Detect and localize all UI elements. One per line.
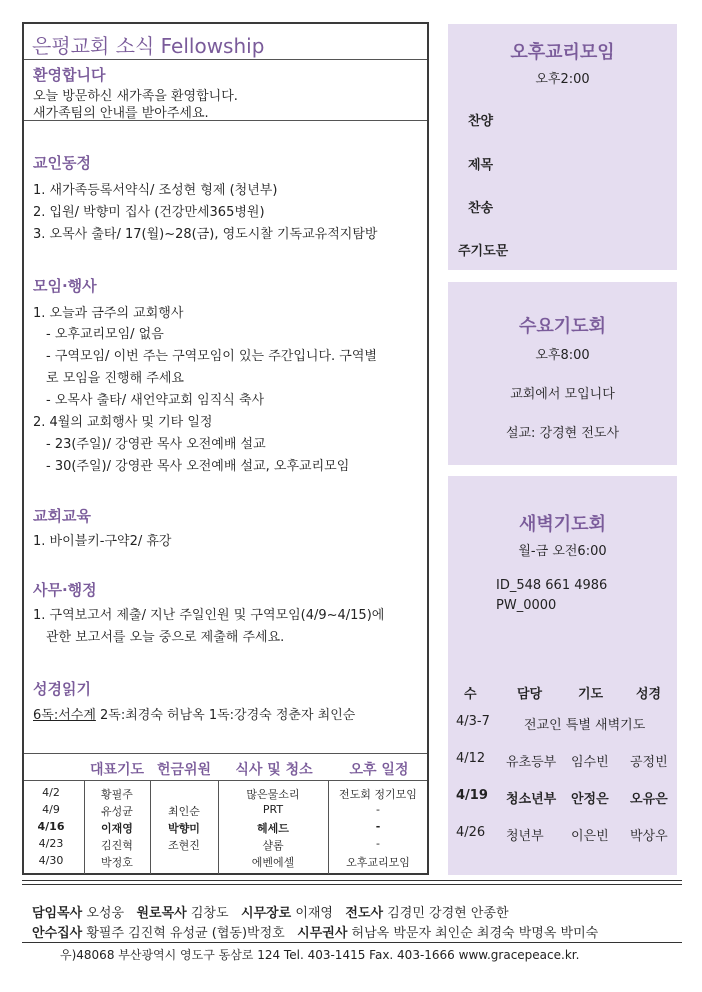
bible-reading-line (33, 704, 355, 723)
events-item: - 30(주일)/ 강영관 목사 오전예배 설교, 오후교리모임 (46, 459, 350, 474)
duty-cell-afternoon: - (375, 820, 381, 833)
dawn-prayer-title: 새벽기도회 (519, 514, 606, 535)
afternoon-meeting-box (448, 24, 677, 270)
dawn-cell-bible: 공정빈 (630, 755, 668, 770)
staff-label: 원로목사 (136, 906, 187, 921)
staff-label: 시무권사 (297, 926, 348, 941)
dawn-special-text: 전교인 특별 새벽기도 (524, 718, 646, 733)
footer-staff-row1 (32, 902, 509, 921)
staff-label: 전도사 (345, 906, 384, 921)
duty-cell-date: 4/9 (42, 803, 60, 816)
zoom-pw: PW_0000 (496, 598, 557, 613)
staff-label: 안수집사 (32, 926, 83, 941)
staff-names: 김창도 (190, 906, 229, 921)
dawn-prayer-time: 월-금 오전6:00 (518, 544, 607, 559)
duty-header: 대표기도 (89, 762, 145, 778)
staff-names: 허남옥 박문자 최인순 최경숙 박명옥 박미숙 (351, 926, 599, 941)
staff-names: 이재영 (295, 906, 333, 921)
staff-names: 오성웅 (86, 906, 125, 921)
duty-cell-prayer: 김진혁 (101, 839, 133, 852)
duty-cell-date: 4/30 (38, 854, 64, 867)
duty-cell-offering: 최인순 (168, 805, 200, 818)
members-item: 3. 오목사 출타/ 17(월)~28(금), 영도시찰 기독교유적지탐방 (33, 227, 378, 242)
dawn-cell-group: 청년부 (506, 829, 544, 844)
worship-label: 제목 (468, 158, 494, 173)
duty-header: 식사 및 청소 (235, 762, 313, 778)
events-item: - 오목사 출타/ 새언약교회 임직식 축사 (46, 393, 265, 408)
dawn-cell-date: 4/12 (456, 751, 486, 766)
duty-cell-afternoon: 오후교리모임 (346, 856, 410, 869)
dawn-table-header: 수 (464, 687, 477, 702)
wednesday-prayer-box (448, 282, 677, 465)
dawn-cell-date: 4/26 (456, 825, 486, 840)
footer-address: 우)48068 부산광역시 영도구 동삼로 124 Tel. 403-1415 Fax. 403-1666 www.gracepeace.kr. (60, 948, 580, 962)
duty-cell-date: 4/23 (38, 837, 64, 850)
footer-staff-row2 (32, 922, 598, 941)
welcome-section (24, 60, 427, 121)
dawn-table-header: 담당 (517, 687, 543, 702)
dawn-cell-prayer: 임수빈 (571, 755, 609, 770)
education-item: 1. 바이블키-구약2/ 휴강 (33, 534, 172, 549)
events-item: 1. 오늘과 금주의 교회행사 (33, 306, 184, 321)
duty-cell-afternoon: - (376, 837, 380, 850)
afternoon-meeting-time: 오후2:00 (535, 72, 590, 87)
duty-cell-meal: 샬롬 (262, 839, 284, 852)
dawn-cell-group: 청소년부 (506, 792, 557, 807)
dawn-prayer-box (448, 476, 677, 875)
welcome-line: 새가족팀의 안내를 받아주세요. (33, 106, 209, 121)
duty-cell-afternoon: - (376, 803, 380, 816)
dawn-table-header: 성경 (636, 687, 662, 702)
duty-cell-meal: PRT (262, 803, 284, 816)
bible-reading-rest: 2독:최경숙 허남옥 1독:강경숙 정춘자 최인순 (100, 708, 356, 723)
duty-cell-meal: 많은물소리 (246, 788, 300, 801)
worship-label: 주기도문 (458, 244, 509, 259)
zoom-id: ID_548 661 4986 (496, 578, 608, 593)
wednesday-prayer-preacher: 설교: 강경현 전도사 (505, 426, 620, 441)
duty-cell-prayer: 박정호 (101, 856, 133, 869)
duty-cell-prayer: 황필주 (101, 788, 133, 801)
members-item: 2. 입원/ 박향미 집사 (건강만세365병원) (33, 205, 265, 220)
events-item: - 구역모임/ 이번 주는 구역모임이 있는 주간입니다. 구역별 (46, 349, 377, 364)
duty-cell-prayer: 유성균 (101, 805, 133, 818)
dawn-cell-bible: 박상우 (630, 829, 668, 844)
worship-label: 찬양 (468, 114, 494, 129)
wednesday-prayer-time: 오후8:00 (535, 348, 590, 363)
education-heading: 교회교육 (33, 507, 91, 525)
events-heading: 모임·행사 (33, 277, 97, 295)
welcome-line: 오늘 방문하신 새가족을 환영합니다. (33, 89, 238, 104)
events-item: - 23(주일)/ 강영관 목사 오전예배 설교 (46, 437, 266, 452)
wednesday-prayer-title: 수요기도회 (519, 316, 606, 337)
members-heading: 교인동정 (33, 154, 91, 172)
duty-cell-meal: 에벤에셀 (251, 856, 295, 869)
dawn-cell-date: 4/19 (456, 788, 488, 803)
duty-cell-offering: 조현진 (168, 839, 200, 852)
staff-names: 황필주 김진혁 유성균 (협동)박정호 (86, 926, 285, 941)
staff-names: 김경민 강경현 안종한 (387, 906, 509, 921)
afternoon-meeting-title: 오후교리모임 (510, 42, 615, 63)
dawn-cell-bible: 오유은 (630, 792, 668, 807)
events-item: 로 모임을 진행해 주세요 (46, 371, 184, 386)
bulletin-panel (22, 22, 429, 875)
events-item: - 오후교리모임/ 없음 (46, 327, 164, 342)
admin-item: 관한 보고서를 오늘 중으로 제출해 주세요. (46, 630, 285, 645)
worship-label: 찬송 (468, 201, 494, 216)
duty-cell-afternoon: 전도회 정기모임 (339, 788, 417, 801)
staff-label: 시무장로 (240, 906, 292, 921)
duty-cell-meal: 헤세드 (257, 822, 289, 835)
welcome-heading: 환영합니다 (33, 66, 106, 84)
bulletin-title: 은평교회 소식 Fellowship (24, 24, 427, 60)
dawn-table-header: 기도 (578, 687, 604, 702)
dawn-cell-prayer: 이은빈 (571, 829, 609, 844)
bible-heading: 성경읽기 (33, 680, 91, 698)
duty-cell-date: 4/16 (37, 820, 65, 833)
dawn-cell-group: 유초등부 (506, 755, 557, 770)
duty-cell-offering: 박향미 (168, 822, 200, 835)
dawn-special-date: 4/3-7 (456, 714, 490, 729)
duty-cell-date: 4/2 (42, 786, 60, 799)
duty-header: 오후 일정 (349, 762, 409, 778)
duty-table (24, 753, 427, 874)
admin-item: 1. 구역보고서 제출/ 지난 주일인원 및 구역모임(4/9~4/15)에 (33, 608, 385, 623)
duty-header: 헌금위원 (156, 762, 212, 778)
admin-heading: 사무·행정 (33, 581, 97, 599)
events-item: 2. 4월의 교회행사 및 기타 일정 (33, 415, 213, 430)
wednesday-prayer-place: 교회에서 모입니다 (510, 387, 615, 402)
bible-reading-first: 6독:서수계 (33, 708, 96, 723)
dawn-cell-prayer: 안정은 (571, 792, 609, 807)
duty-cell-prayer: 이재영 (101, 822, 133, 835)
members-item: 1. 새가족등록서약식/ 조성현 형제 (청년부) (33, 183, 278, 198)
staff-label: 담임목사 (32, 906, 83, 921)
